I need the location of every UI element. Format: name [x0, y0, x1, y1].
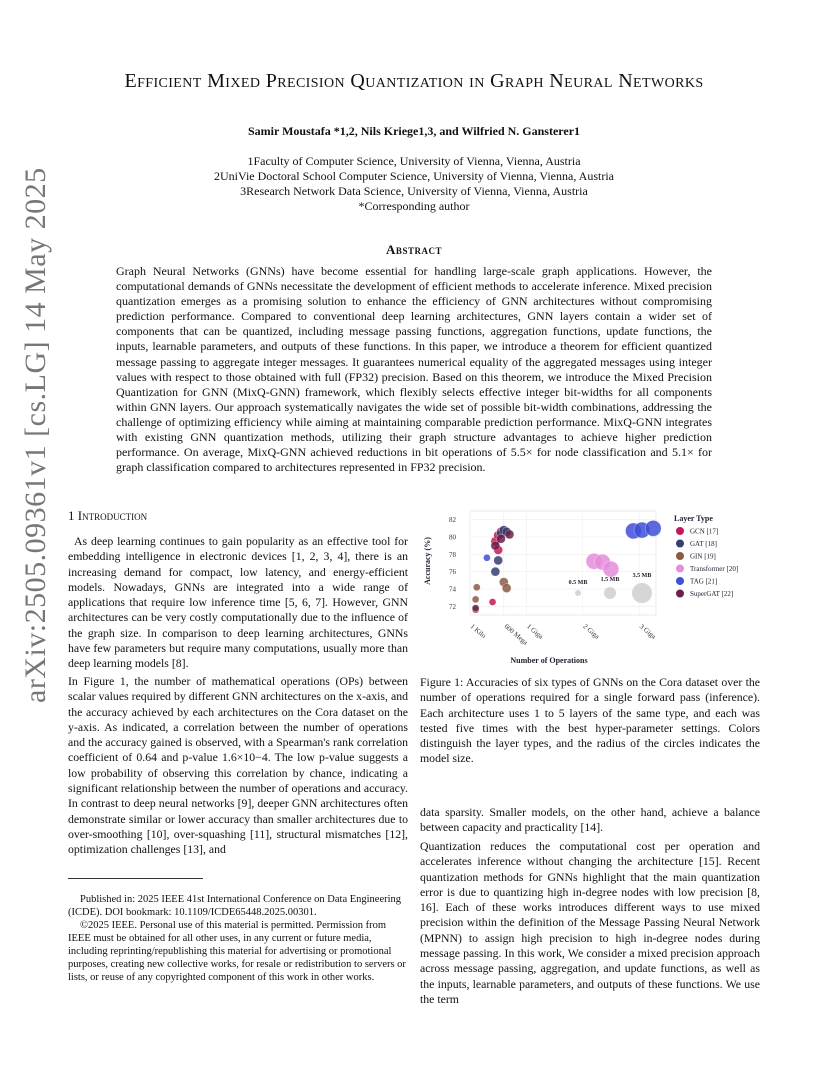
legend-label: GCN [17] — [690, 527, 719, 536]
legend-label: TAG [21] — [690, 577, 718, 586]
size-legend-label: 3.5 MB — [632, 573, 652, 579]
x-tick-label: 600 Mega — [502, 622, 530, 647]
legend-title: Layer Type — [674, 514, 713, 523]
figure-1-chart — [418, 505, 768, 670]
footnote-divider — [68, 878, 203, 879]
size-legend-circle — [575, 590, 581, 596]
right-paragraph-1: data sparsity. Smaller models, on the other hand, achieve a balance between capacity and practicality [14]. — [420, 805, 760, 835]
intro-paragraph-2: In Figure 1, the number of mathematical operations (OPs) between scalar values required by different GNN architectures on the x-axis, and the accuracy achieved by each architectures on the Cora dataset on the y-axis. As indicated, a correlation between the number of operations and the accuracy gained is observed, with a Spearman's rank correlation coefficient of 0.64 and p-value 1.6×10−4. The low p-value suggests a low probability of observing this correlation by chance, indicating a significant relationship between the number of operations and accuracy. In contrast to deep neural networks [9], deeper GNN architectures often demonstrate similar or lower accuracy than smaller architectures due to over-smoothing [10], over-squashing [11], structural mismatches [12], optimization challenges [13], and — [68, 674, 408, 857]
size-legend-label: 1.5 MB — [600, 577, 620, 583]
section-heading-introduction: 1 Introduction — [68, 508, 148, 523]
data-point — [489, 599, 496, 606]
legend-label: GIN [19] — [690, 552, 716, 561]
figure-1-caption: Figure 1: Accuracies of six types of GNNs on the Cora dataset over the number of operations required for a single forward pass (inference). Each architecture uses 1 to 5 layers of the same type, and each was tested five times with the best hyper-parameter settings. Colors distinguish the layer types, and the radius of the circles indicates the model size. — [420, 675, 760, 766]
size-legend-label: 0.5 MB — [568, 580, 588, 586]
data-point — [472, 596, 479, 603]
intro-paragraph-1: As deep learning continues to gain popularity as an effective tool for embedding intelligence in electronic devices [1, 2, 3, 4], there is an increasing demand for compact, low latency, and energy-efficient models. Nowadays, GNNs are integrated into a wide range of applications that require low inference time [5, 6, 7]. However, GNN architectures can be very costly computationally due to the influence of the graph size. In comparison to deep learning architectures, GNNs have few parameters but require many computations, usually more than deep learning models [8]. — [68, 534, 408, 671]
data-point — [645, 520, 661, 536]
abstract-text: Graph Neural Networks (GNNs) have become essential for handling large-scale graph applications. However, the computational demands of GNNs necessitate the development of efficient methods to accelerate inference. Mixed precision quantization emerges as a promising solution to enhance the efficiency of GNN architectures without compromising prediction performance. Compared to conventional deep learning architectures, GNN layers contain a wider set of components that can be quantized, including message passing functions, aggregation functions, update functions, the inputs, learnable parameters, and outputs of these functions. In this paper, we introduce a theorem for efficient quantized message passing to aggregate integer messages. It guarantees numerical equality of the aggregated messages using integer values with respect to those obtained with full (FP32) precision. Based on this theorem, we introduce the Mixed Precision Quantization for GNN (MixQ-GNN) framework, which flexibly selects effective integer bit-widths for all components within GNN layers. Our approach systematically navigates the wide set of possible bit-width combinations, addressing the challenge of optimizing efficiency while aiming at maintaining comparable prediction performance. MixQ-GNN integrates with existing GNN quantization methods, utilizing their graph structure advantages to achieve higher prediction performance. On average, MixQ-GNN achieved reductions in bit operations of 5.5× for node classification and 5.1× for graph classification compared to architectures represented in FP32 precision. — [116, 264, 712, 475]
data-point — [502, 584, 511, 593]
footnotes — [68, 893, 408, 984]
y-tick-label: 74 — [449, 585, 456, 594]
legend-swatch — [676, 540, 684, 548]
x-tick-label: 1 Kilo — [468, 622, 488, 640]
right-paragraph-2: Quantization reduces the computational cost per operation and accelerates inference without changing the architecture [15]. Recent quantization methods for GNNs highlight that the main quantization error is due to quantizing high in-degree nodes with low precision [8, 16]. Each of these works introduces different ways to use mixed precision within the definition of the Message Passing Neural Network (MPNN) to assign high precision to high in-degree nodes during message passing. In this work, We consider a mixed precision approach across message passing, aggregation, and update functions, as well as the inputs, learnable parameters, and outputs of these functions. We use the term — [420, 839, 760, 1006]
abstract-heading: Abstract — [386, 242, 442, 257]
legend-swatch — [676, 590, 684, 598]
data-point — [483, 554, 490, 561]
legend-swatch — [676, 565, 684, 573]
size-legend-circle — [604, 587, 616, 599]
legend-swatch — [676, 577, 684, 585]
x-tick-label: 1 Giga — [525, 622, 545, 641]
y-tick-label: 72 — [449, 602, 456, 611]
legend-label: GAT [18] — [690, 540, 717, 548]
x-tick-label: 2 Giga — [581, 622, 602, 641]
corresponding-author-note: *Corresponding author — [358, 199, 470, 213]
legend-swatch — [676, 527, 684, 535]
data-point — [505, 530, 514, 539]
data-point — [491, 567, 500, 576]
data-point — [472, 605, 479, 612]
legend-swatch — [676, 552, 684, 560]
legend-label: Transformer [20] — [690, 565, 739, 573]
data-point — [603, 561, 619, 577]
y-tick-label: 82 — [449, 516, 456, 525]
affiliation-3: 3Research Network Data Science, University of Vienna, Vienna, Austria — [240, 184, 588, 198]
plot-area — [449, 511, 661, 647]
y-tick-label: 78 — [449, 550, 456, 559]
arxiv-sidebar-stamp: arXiv:2505.09361v1 [cs.LG] 14 May 2025 — [19, 167, 52, 703]
legend-label: SuperGAT [22] — [690, 590, 734, 598]
data-point — [494, 556, 503, 565]
x-tick-label: 3 Giga — [637, 622, 658, 641]
footnote-publication: Published in: 2025 IEEE 41st International Conference on Data Engineering (ICDE). DOI bookmark: 10.1109/ICDE65448.2025.00301. — [68, 894, 402, 918]
author-list: Samir Moustafa *1,2, Nils Kriege1,3, and Wilfried N. Gansterer1 — [247, 124, 581, 138]
x-axis-label: Number of Operations — [510, 656, 588, 665]
paper-title: Efficient Mixed Precision Quantization in Graph Neural Networks — [124, 70, 704, 92]
affiliation-1: 1Faculty of Computer Science, University of Vienna, Vienna, Austria — [247, 154, 581, 168]
data-point — [473, 584, 480, 591]
legend — [676, 527, 738, 598]
size-legend-circle — [632, 583, 652, 603]
footnote-copyright: ©2025 IEEE. Personal use of this material is permitted. Permission from IEEE must be obtained for all other uses, in any current or future media, including reprinting/republishing this material for advertising or promotional purposes, creating new collective works, for resale or redistribution to servers or lists, or reuse of any copyrighted component of this work in other works. — [68, 920, 406, 983]
y-tick-label: 80 — [449, 533, 456, 542]
affiliations — [60, 154, 768, 214]
y-axis-label: Accuracy (%) — [423, 537, 432, 585]
data-point — [491, 541, 500, 550]
affiliation-2: 2UniVie Doctoral School Computer Science, University of Vienna, Vienna, Austria — [214, 169, 614, 183]
y-tick-label: 76 — [449, 568, 456, 577]
